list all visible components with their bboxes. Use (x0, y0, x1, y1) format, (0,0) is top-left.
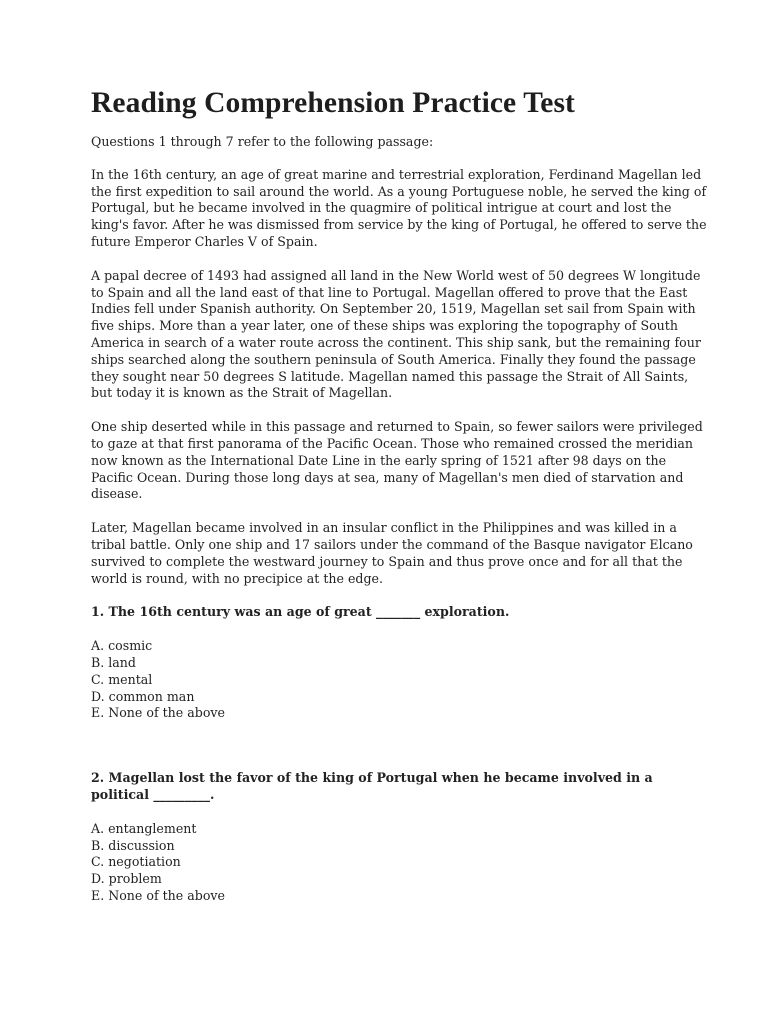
passage-paragraph: One ship deserted while in this passage and returned to Spain, so fewer sailors were privileged to gaze at that first panorama of the Pacific Ocean. Those who remained crossed the meridian now known as the International Date Line in the early spring of 1521 after 98 days on the Pacific Ocean. During those long days at sea, many of Magellan's men died of starvation and disease. (91, 419, 703, 502)
answer-option: B. land (91, 654, 136, 670)
question-text: 1. The 16th century was an age of great _______ exploration. (91, 604, 510, 620)
question-1 (91, 604, 708, 722)
passage-paragraph: Later, Magellan became involved in an insular conflict in the Philippines and was killed in a tribal battle. Only one ship and 17 sailors under the command of the Basque navigator Elcano survived to complete the westward journey to Spain and thus prove once and for all that the world is round, with no precipice at the edge. (91, 520, 693, 586)
answer-option: E. None of the above (91, 887, 225, 903)
answer-option: A. entanglement (91, 820, 197, 836)
passage-paragraph: In the 16th century, an age of great marine and terrestrial exploration, Ferdinand Magellan led the first expedition to sail around the world. As a young Portuguese noble, he served the king of Portugal, but he became involved in the quagmire of political intrigue at court and lost the king's favor. After he was dismissed from service by the king of Portugal, he offered to serve the future Emperor Charles V of Spain. (91, 166, 707, 249)
answer-options (91, 638, 708, 722)
answer-option: E. None of the above (91, 705, 225, 721)
page-title: Reading Comprehension Practice Test (91, 87, 575, 119)
question-text: 2. Magellan lost the favor of the king of Portugal when he became involved in a political _________. (91, 770, 653, 802)
passage-paragraph: A papal decree of 1493 had assigned all land in the New World west of 50 degrees W longitude to Spain and all the land east of that line to Portugal. Magellan offered to prove that the East Indies fell under Spanish authority. On September 20, 1519, Magellan set sail from Spain with five ships. More than a year later, one of these ships was exploring the topography of South America in search of a water route across the continent. This ship sank, but the remaining four ships searched along the southern peninsula of South America. Finally they found the passage they sought near 50 degrees S latitude. Magellan named this passage the Strait of All Saints, but today it is known as the Strait of Magellan. (91, 267, 701, 401)
answer-option: C. mental (91, 671, 153, 687)
question-2 (91, 770, 708, 905)
answer-option: D. common man (91, 688, 195, 704)
answer-option: B. discussion (91, 837, 175, 853)
answer-option: A. cosmic (91, 638, 153, 654)
answer-options (91, 821, 708, 905)
answer-option: C. negotiation (91, 854, 181, 870)
answer-option: D. problem (91, 871, 162, 887)
passage-intro: Questions 1 through 7 refer to the following passage: (91, 134, 434, 149)
